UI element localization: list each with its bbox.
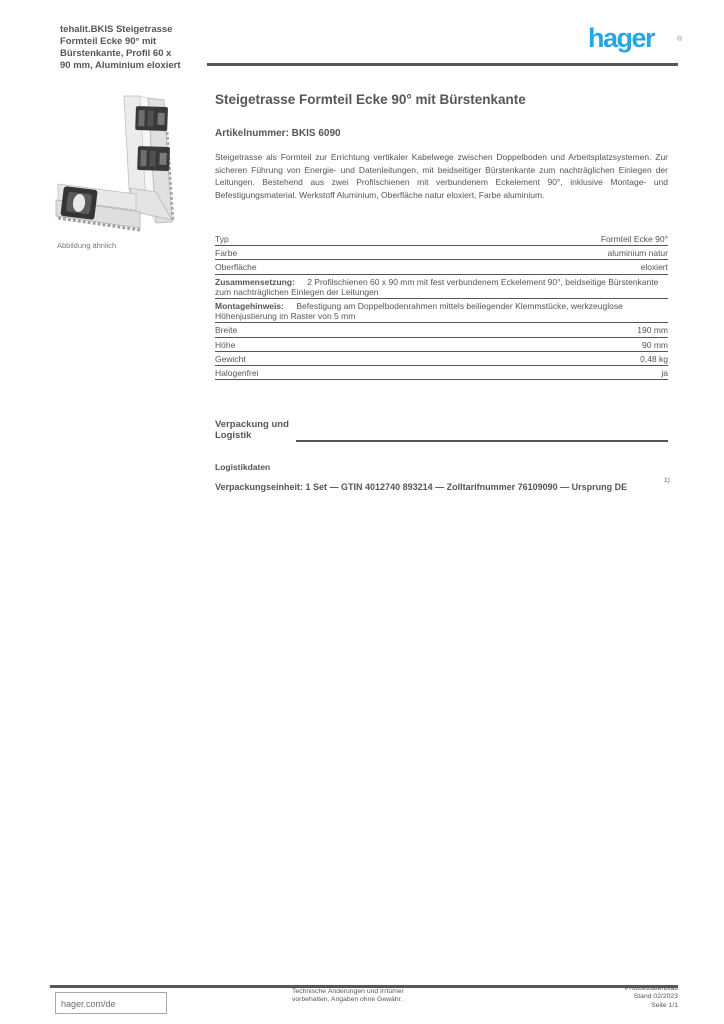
spec-row [215, 338, 668, 352]
document-title-line: Formteil Ecke 90° mit [60, 36, 157, 48]
clamp-block-left [60, 186, 97, 220]
spec-value: 190 mm [637, 325, 668, 336]
clamp-block-middle [137, 146, 170, 171]
document-title-block [60, 24, 220, 73]
spec-row [215, 323, 668, 337]
spec-label: Höhe [215, 339, 236, 350]
spec-row [215, 275, 668, 299]
clamp-block-top [135, 106, 168, 131]
spec-value: 2 Profilschienen 60 x 90 mm mit fest verbundenem Eckelement 90°, beidseitige Bürstenkante zum nachträglichen Einlegen der Leitungen [215, 276, 659, 297]
footer-disclaimer-line: vorbehalten. Angaben ohne Gewähr. [292, 996, 403, 1004]
spec-row [215, 246, 668, 260]
spec-label: Halogenfrei [215, 367, 259, 378]
footer-meta-line: Stand 02/2023 [633, 993, 678, 1001]
packaging-section-title: Verpackung und Logistik [215, 419, 289, 442]
footer-meta [558, 985, 678, 1010]
packaging-section-divider [296, 440, 668, 442]
spec-label: Typ [215, 234, 229, 244]
spec-value: eloxiert [640, 262, 668, 273]
spec-value: aluminium natur [607, 248, 668, 259]
website-link[interactable]: hager.com/de [55, 992, 167, 1014]
spec-row [215, 366, 668, 380]
spec-row [215, 352, 668, 366]
document-title-line: tehalit.BKIS Steigetrasse [60, 24, 173, 35]
product-image [52, 92, 188, 238]
product-description: Steigetrasse als Formteil zur Errichtung vertikaler Kabelwege zwischen Doppelboden und Arbeitsplatzsystemen. Zur sicheren Führung von Energie- und Datenleitungen, mit beidseitiger Bürstenkante zum nachträglichen Einlegen der Leitungen. Bestehend aus zwei Profilschienen mit verbundenem Eckelement 90°, inklusive Montage- und Befestigungsmaterial. Werkstoff Aluminium, Oberfläche natur eloxiert, Farbe aluminium. [215, 152, 668, 200]
header-divider [207, 63, 678, 66]
spec-value: Formteil Ecke 90° [600, 234, 668, 244]
spec-label: Montagehinweis: [215, 300, 284, 311]
spec-row [215, 232, 668, 246]
spec-value: ja [661, 367, 668, 378]
spec-row [215, 299, 668, 323]
spec-value: Befestigung am Doppelbodenrahmen mittels beiliegender Klemmstücke, werkzeuglose Höhenjustierung im Raster von 5 mm [215, 300, 623, 322]
spec-label: Zusammensetzung: [215, 276, 295, 287]
spec-value: 90 mm [642, 339, 668, 350]
spec-label: Farbe [215, 248, 238, 259]
document-title-line: 90 mm, Aluminium eloxiert [60, 60, 181, 72]
spec-label: Oberfläche [215, 262, 257, 273]
spec-label: Gewicht [215, 353, 246, 364]
footer-meta-line: Seite 1/1 [651, 1001, 678, 1009]
spec-row [215, 260, 668, 274]
registered-trademark-icon: ® [677, 36, 683, 43]
footer-disclaimer-line: Technische Änderungen und Irrtümer [292, 988, 404, 995]
product-title: Steigetrasse Formteil Ecke 90° mit Bürstenkante [215, 92, 526, 107]
spec-label: Breite [215, 325, 238, 336]
document-title-line: Bürstenkante, Profil 60 x [60, 48, 172, 60]
specs-table [215, 232, 668, 380]
footer-disclaimer [292, 988, 452, 1005]
hager-logo: hager [588, 23, 655, 53]
packaging-label: Logistikdaten [215, 462, 271, 472]
footer-meta-line: Produktdatenblatt [624, 985, 678, 992]
spec-value: 0,48 kg [640, 353, 668, 364]
footnote-marker: 1) [664, 477, 670, 484]
image-caption: Abbildung ähnlich [57, 241, 117, 250]
article-number: Artikelnummer: BKIS 6090 [215, 128, 341, 139]
packaging-info-line: Verpackungseinheit: 1 Set — GTIN 4012740 893214 — Zolltarifnummer 76109090 — Ursprung DE [215, 482, 628, 492]
